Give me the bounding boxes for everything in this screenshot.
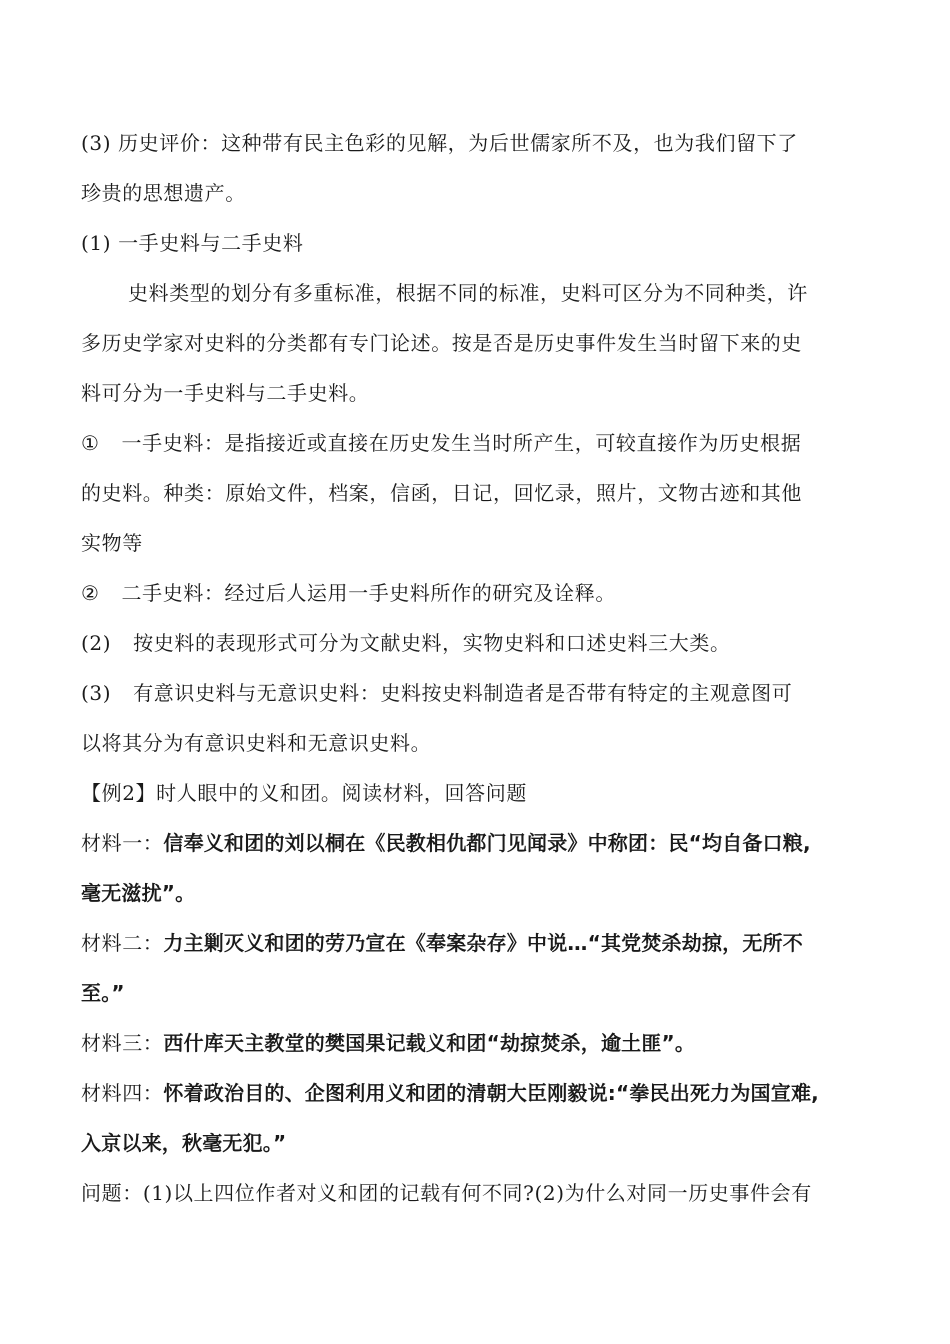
- material-4-label: 材料四：: [81, 1081, 164, 1105]
- numbered-item-3-line-1: 有意识史料与无意识史料：史料按史料制造者是否带有特定的主观意图可: [133, 681, 793, 705]
- question-label: 问题：: [81, 1181, 143, 1205]
- material-3: [81, 1029, 695, 1057]
- numbered-item-2-text: 按史料的表现形式可分为文献史料，实物史料和口述史料三大类。: [133, 631, 731, 655]
- example-title: 【例2】时人眼中的义和团。阅读材料，回答问题: [81, 781, 527, 805]
- material-3-line-1: 西什库天主教堂的樊国果记载义和团“劫掠焚杀，逾土匪”。: [163, 1031, 696, 1055]
- list-item-secondary-text: 二手史料：经过后人运用一手史料所作的研究及诠释。: [121, 581, 616, 605]
- material-1-line-2: 毫无滋扰”。: [81, 881, 196, 905]
- material-2-line-1: 力主剿灭义和团的劳乃宣在《奉案杂存》中说…“其党焚杀劫掠，无所不: [163, 931, 803, 955]
- material-1-label: 材料一：: [81, 831, 164, 855]
- question-line-1: (1)以上四位作者对义和团的记载有何不同?(2)为什么对同一历史事件会有: [142, 1181, 812, 1205]
- material-2-label: 材料二：: [81, 931, 164, 955]
- material-3-label: 材料三：: [81, 1031, 164, 1055]
- material-2: [81, 929, 803, 957]
- material-2-line-2: 至。”: [81, 981, 125, 1005]
- paragraph-classification-line-1: 史料类型的划分有多重标准，根据不同的标准，史料可区分为不同种类，许: [128, 281, 808, 305]
- material-4-line-1: 怀着政治目的、企图利用义和团的清朝大臣刚毅说:“拳民出死力为国宣难,: [163, 1081, 819, 1105]
- list-item-secondary-source: [81, 579, 616, 607]
- list-item-primary-source: [81, 429, 801, 457]
- numbered-item-2: [81, 629, 731, 657]
- paragraph-classification-line-3: 料可分为一手史料与二手史料。: [81, 381, 370, 405]
- list-marker-1: ①: [81, 431, 100, 455]
- paragraph-evaluation-line-1: (3) 历史评价：这种带有民主色彩的见解，为后世儒家所不及，也为我们留下了: [81, 131, 798, 155]
- list-item-primary-line-1: 一手史料：是指接近或直接在历史发生当时所产生，可较直接作为历史根据: [121, 431, 802, 455]
- numbered-marker-3: (3): [81, 681, 112, 705]
- paragraph-classification-line-2: 多历史学家对史料的分类都有专门论述。按是否是历史事件发生当时留下来的史: [81, 331, 802, 355]
- section-heading-primary-secondary: (1) 一手史料与二手史料: [81, 231, 304, 255]
- material-1: [81, 829, 811, 857]
- material-1-line-1: 信奉义和团的刘以桐在《民教相仇都门见闻录》中称团：民“均自备口粮,: [163, 831, 811, 855]
- numbered-item-3: [81, 679, 792, 707]
- material-4-line-2: 入京以来，秋毫无犯。”: [81, 1131, 287, 1155]
- list-marker-2: ②: [81, 581, 100, 605]
- list-item-primary-line-3: 实物等: [81, 531, 143, 555]
- paragraph-evaluation-line-2: 珍贵的思想遗产。: [81, 181, 246, 205]
- numbered-marker-2: (2): [81, 631, 112, 655]
- numbered-item-3-line-2: 以将其分为有意识史料和无意识史料。: [81, 731, 432, 755]
- question: [81, 1179, 812, 1207]
- material-4: [81, 1079, 819, 1107]
- list-item-primary-line-2: 的史料。种类：原始文件，档案，信函，日记，回忆录，照片，文物古迹和其他: [81, 481, 802, 505]
